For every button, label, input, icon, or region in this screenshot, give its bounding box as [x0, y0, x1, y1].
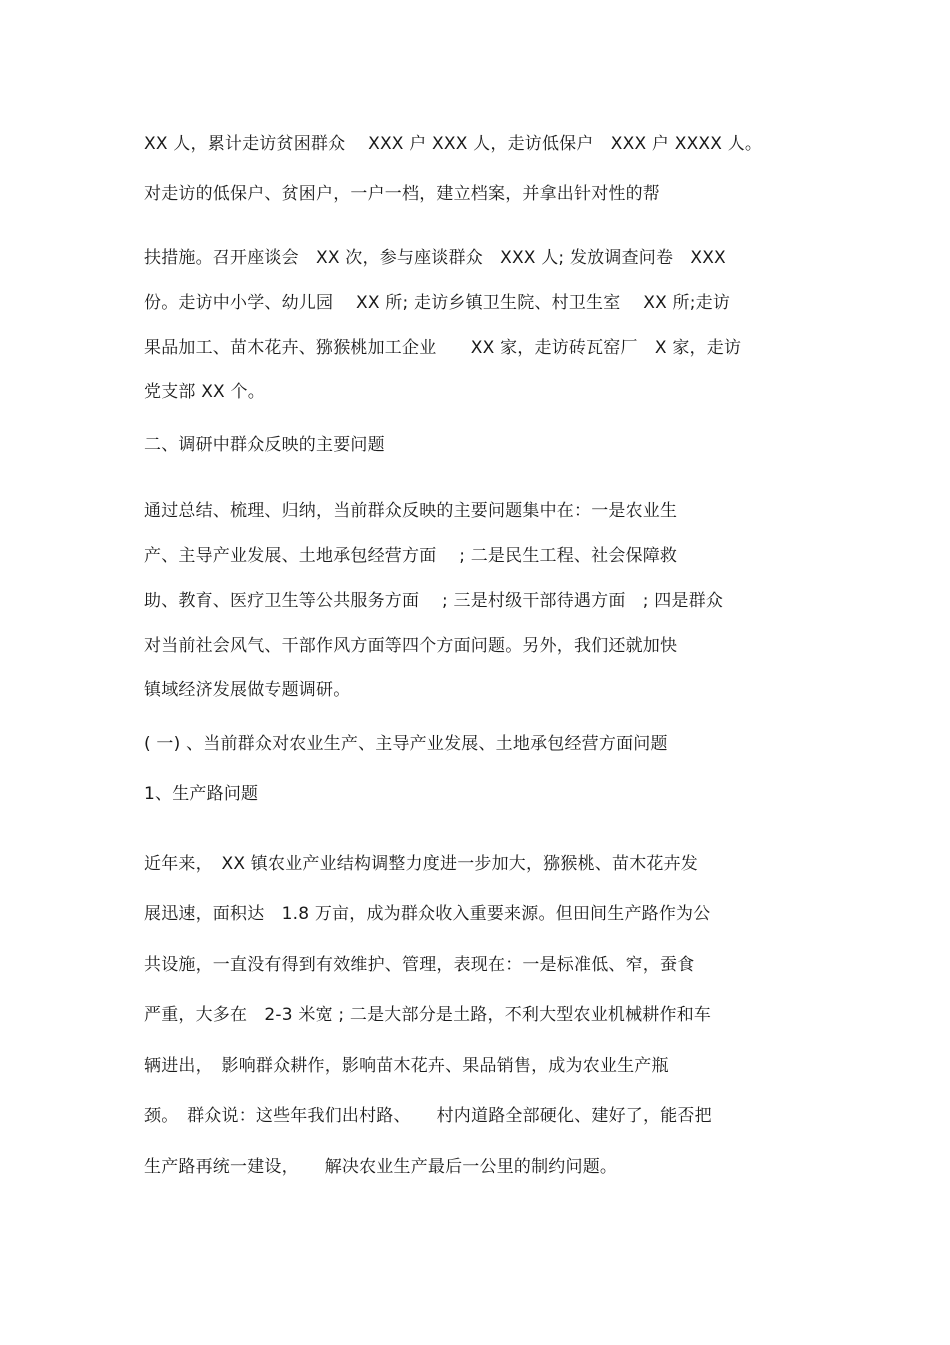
text-line: 展迅速，面积达 1.8 万亩，成为群众收入重要来源。但田间生产路作为公: [144, 904, 711, 924]
subsection-heading: ( 一) 、当前群众对农业生产、主导产业发展、土地承包经营方面问题: [144, 734, 668, 754]
text-line: 对走访的低保户、贫困户，一户一档，建立档案，并拿出针对性的帮: [144, 184, 660, 204]
text-line: 近年来， XX 镇农业产业结构调整力度进一步加大，猕猴桃、苗木花卉发: [144, 854, 698, 874]
text-line: 镇域经济发展做专题调研。: [144, 680, 351, 700]
section-heading: 二、调研中群众反映的主要问题: [144, 435, 385, 455]
text-line: 生产路再统一建设， 解决农业生产最后一公里的制约问题。: [144, 1157, 618, 1177]
text-line: 颈。 群众说：这些年我们出村路、 村内道路全部硬化、建好了，能否把: [144, 1106, 712, 1126]
text-line: XX 人，累计走访贫困群众 XXX 户 XXX 人，走访低保户 XXX 户 XXXX 人。: [144, 134, 763, 154]
text-line: 辆进出， 影响群众耕作，影响苗木花卉、果品销售，成为农业生产瓶: [144, 1056, 669, 1076]
text-line: 党支部 XX 个。: [144, 382, 265, 402]
text-line: 严重，大多在 2-3 米宽 ; 二是大部分是土路，不利大型农业机械耕作和车: [144, 1005, 712, 1025]
text-line: 对当前社会风气、干部作风方面等四个方面问题。另外，我们还就加快: [144, 636, 678, 656]
item-heading: 1、生产路问题: [144, 784, 259, 804]
text-line: 果品加工、苗木花卉、猕猴桃加工企业 XX 家，走访砖瓦窑厂 X 家，走访: [144, 338, 742, 358]
text-line: 扶措施。召开座谈会 XX 次，参与座谈群众 XXX 人; 发放调查问卷 XXX: [144, 248, 726, 268]
text-line: 通过总结、梳理、归纳，当前群众反映的主要问题集中在：一是农业生: [144, 501, 678, 521]
text-line: 助、教育、医疗卫生等公共服务方面 ; 三是村级干部待遇方面 ; 四是群众: [144, 591, 724, 611]
text-line: 产、主导产业发展、土地承包经营方面 ; 二是民生工程、社会保障救: [144, 546, 678, 566]
text-line: 共设施，一直没有得到有效维护、管理，表现在：一是标准低、窄，蚕食: [144, 955, 695, 975]
text-line: 份。走访中小学、幼儿园 XX 所; 走访乡镇卫生院、村卫生室 XX 所;走访: [144, 293, 731, 313]
